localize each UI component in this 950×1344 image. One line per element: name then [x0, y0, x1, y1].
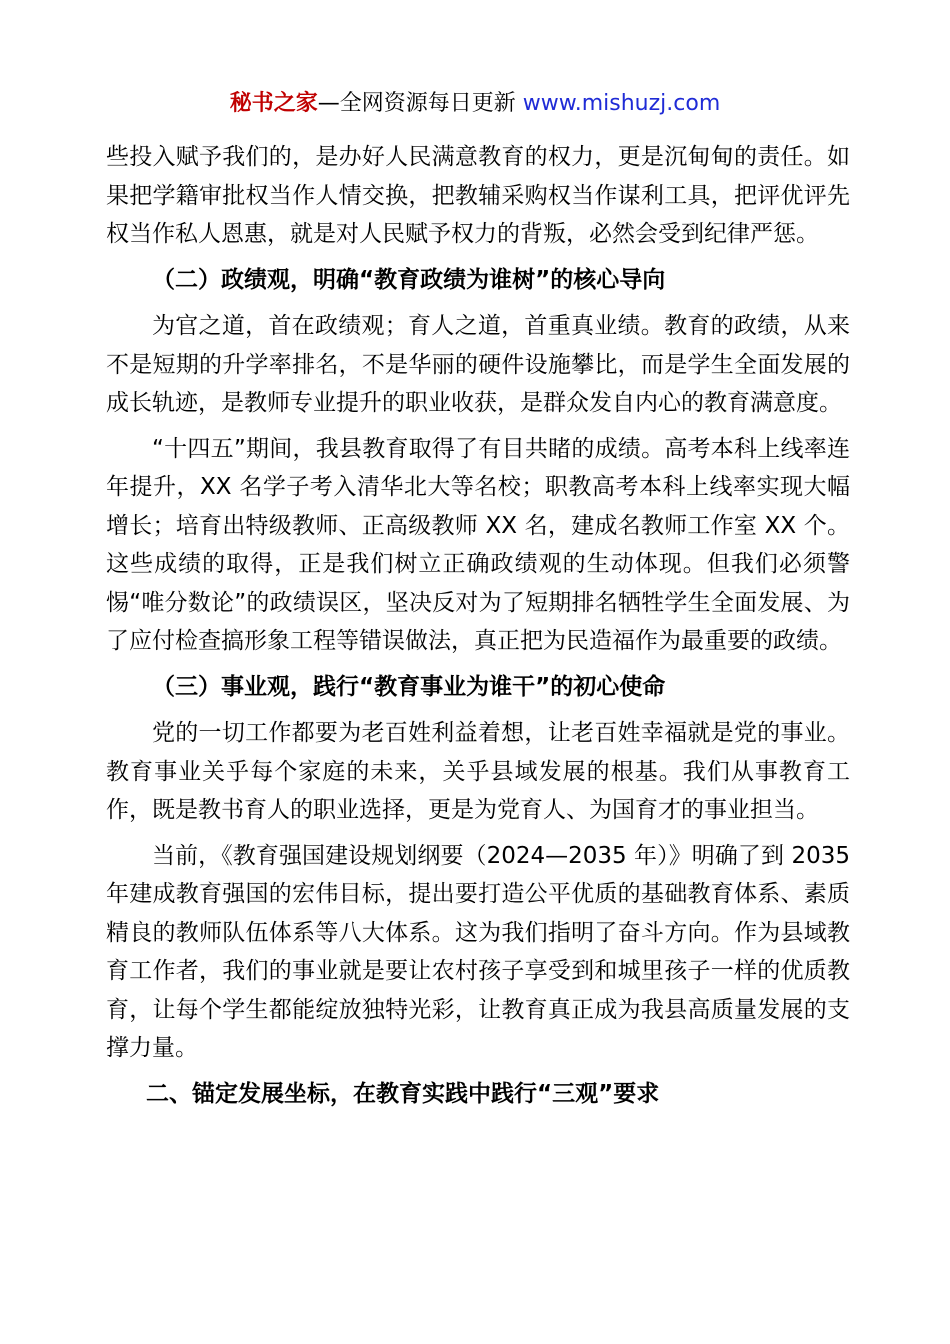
header-url-link[interactable]: www.mishuzj.com [522, 91, 721, 116]
section-heading-political-performance: （二）政绩观，明确“教育政绩为谁树”的核心导向 [152, 266, 666, 293]
paragraph-continuation: 些投入赋予我们的，是办好人民满意教育的权力，更是沉甸甸的责任。如果把学籍审批权当作人情交换，把教辅采购权当作谋利工具，把评优评先权当作私人恩惠，就是对人民赋予权力的背叛，必然会受到纪律严惩。 [106, 144, 850, 247]
paragraph: “十四五”期间，我县教育取得了有目共睹的成绩。高考本科上线率连年提升，XX 名学子考入清华北大等名校；职教高考本科上线率实现大幅增长；培育出特级教师、正高级教师 XX 名，建成名教师工作室 XX 个。这些成绩的取得，正是我们树立正确政绩观的生动体现。但我们必须警惕“唯分数论”的政绩误区，坚决反对为了短期排名牺牲学生全面发展、为了应付检查搞形象工程等错误做法，真正把为民造福作为最重要的政绩。 [106, 435, 850, 654]
page-header [0, 88, 950, 120]
header-tagline: —全网资源每日更新 [317, 91, 516, 116]
paragraph: 为官之道，首在政绩观；育人之道，首重真业绩。教育的政绩，从来不是短期的升学率排名，不是华丽的硬件设施攀比，而是学生全面发展的成长轨迹，是教师专业提升的职业收获，是群众发自内心的教育满意度。 [106, 313, 850, 416]
section-heading-career-view: （三）事业观，践行“教育事业为谁干”的初心使命 [152, 673, 666, 700]
paragraph: 党的一切工作都要为老百姓利益着想，让老百姓幸福就是党的事业。教育事业关乎每个家庭的未来，关乎县域发展的根基。我们从事教育工作，既是教书育人的职业选择，更是为党育人、为国育才的事业担当。 [106, 720, 850, 823]
document-body [106, 138, 850, 1121]
header-brand: 秘书之家 [229, 91, 318, 116]
chapter-heading: 二、锚定发展坐标，在教育实践中践行“三观”要求 [146, 1080, 660, 1107]
paragraph: 当前，《教育强国建设规划纲要（2024—2035 年）》明确了到 2035 年建成教育强国的宏伟目标，提出要打造公平优质的基础教育体系、素质精良的教师队伍体系等八大体系。这为我们指明了奋斗方向。作为县域教育工作者，我们的事业就是要让农村孩子享受到和城里孩子一样的优质教育，让每个学生都能绽放独特光彩，让教育真正成为我县高质量发展的支撑力量。 [106, 842, 850, 1061]
